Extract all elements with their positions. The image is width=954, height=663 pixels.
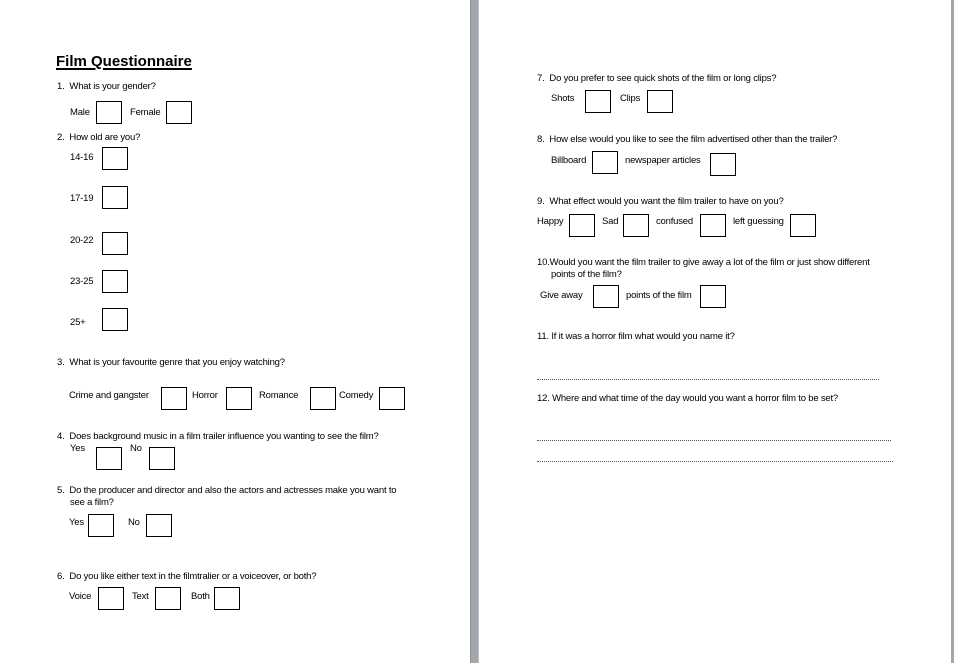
- option-label-20-22: 20-22: [70, 235, 94, 246]
- checkbox-confused[interactable]: [700, 214, 726, 237]
- checkbox-comedy[interactable]: [379, 387, 405, 410]
- option-label-no: No: [130, 443, 142, 454]
- checkbox-14-16[interactable]: [102, 147, 128, 170]
- answer-line-q12-2[interactable]: [537, 461, 893, 463]
- checkbox-newspaper-articles[interactable]: [710, 153, 736, 176]
- option-label-comedy: Comedy: [339, 390, 374, 401]
- question-10: 10.Would you want the film trailer to give away a lot of the film or just show different: [537, 257, 870, 268]
- option-label-horror: Horror: [192, 390, 218, 401]
- checkbox-points-of-the-film[interactable]: [700, 285, 726, 308]
- checkbox-23-25[interactable]: [102, 270, 128, 293]
- answer-line-q12-1[interactable]: [537, 440, 891, 442]
- answer-line-q11[interactable]: [537, 379, 879, 381]
- checkbox-shots[interactable]: [585, 90, 611, 113]
- checkbox-no[interactable]: [146, 514, 172, 537]
- question-1: 1. What is your gender?: [57, 81, 156, 92]
- checkbox-happy[interactable]: [569, 214, 595, 237]
- page-2: [479, 0, 951, 663]
- question-11: 11. If it was a horror film what would you name it?: [537, 331, 735, 342]
- checkbox-romance[interactable]: [310, 387, 336, 410]
- question-12: 12. Where and what time of the day would you want a horror film to be set?: [537, 393, 838, 404]
- question-3: 3. What is your favourite genre that you enjoy watching?: [57, 357, 285, 368]
- option-label-no: No: [128, 517, 140, 528]
- option-label-billboard: Billboard: [551, 155, 587, 166]
- page-1: [0, 0, 470, 663]
- option-label-male: Male: [70, 107, 90, 118]
- question-7: 7. Do you prefer to see quick shots of the film or long clips?: [537, 73, 777, 84]
- checkbox-both[interactable]: [214, 587, 240, 610]
- checkbox-voice[interactable]: [98, 587, 124, 610]
- option-label-23-25: 23-25: [70, 276, 94, 287]
- option-label-shots: Shots: [551, 93, 575, 104]
- option-label-female: Female: [130, 107, 161, 118]
- option-label-sad: Sad: [602, 216, 619, 227]
- document-title: Film Questionnaire: [56, 53, 192, 70]
- checkbox-20-22[interactable]: [102, 232, 128, 255]
- question-9: 9. What effect would you want the film trailer to have on you?: [537, 196, 784, 207]
- checkbox-clips[interactable]: [647, 90, 673, 113]
- checkbox-female[interactable]: [166, 101, 192, 124]
- option-label-17-19: 17-19: [70, 193, 94, 204]
- checkbox-text[interactable]: [155, 587, 181, 610]
- option-label-newspaper-articles: newspaper articles: [625, 155, 701, 166]
- question-5-continued: see a film?: [70, 497, 114, 508]
- question-4: 4. Does background music in a film trailer influence you wanting to see the film?: [57, 431, 379, 442]
- option-label-14-16: 14-16: [70, 152, 94, 163]
- checkbox-17-19[interactable]: [102, 186, 128, 209]
- option-label-crime-and-gangster: Crime and gangster: [69, 390, 149, 401]
- checkbox-left-guessing[interactable]: [790, 214, 816, 237]
- option-label-confused: confused: [656, 216, 693, 227]
- checkbox-give-away[interactable]: [593, 285, 619, 308]
- checkbox-25-plus[interactable]: [102, 308, 128, 331]
- option-label-both: Both: [191, 591, 210, 602]
- checkbox-no[interactable]: [149, 447, 175, 470]
- checkbox-male[interactable]: [96, 101, 122, 124]
- option-label-give-away: Give away: [540, 290, 583, 301]
- question-5: 5. Do the producer and director and also the actors and actresses make you want to: [57, 485, 397, 496]
- option-label-clips: Clips: [620, 93, 641, 104]
- option-label-yes: Yes: [69, 517, 84, 528]
- checkbox-yes[interactable]: [88, 514, 114, 537]
- checkbox-horror[interactable]: [226, 387, 252, 410]
- checkbox-yes[interactable]: [96, 447, 122, 470]
- option-label-text: Text: [132, 591, 149, 602]
- checkbox-sad[interactable]: [623, 214, 649, 237]
- checkbox-crime-and-gangster[interactable]: [161, 387, 187, 410]
- question-6: 6. Do you like either text in the filmtralier or a voiceover, or both?: [57, 571, 317, 582]
- checkbox-billboard[interactable]: [592, 151, 618, 174]
- option-label-voice: Voice: [69, 591, 92, 602]
- question-8: 8. How else would you like to see the film advertised other than the trailer?: [537, 134, 838, 145]
- option-label-yes: Yes: [70, 443, 85, 454]
- page-separator: [470, 0, 479, 663]
- option-label-points-of-the-film: points of the film: [626, 290, 692, 301]
- question-10-continued: points of the film?: [551, 269, 622, 280]
- option-label-happy: Happy: [537, 216, 564, 227]
- option-label-romance: Romance: [259, 390, 299, 401]
- question-2: 2. How old are you?: [57, 132, 141, 143]
- option-label-25-plus: 25+: [70, 317, 86, 328]
- option-label-left-guessing: left guessing: [733, 216, 784, 227]
